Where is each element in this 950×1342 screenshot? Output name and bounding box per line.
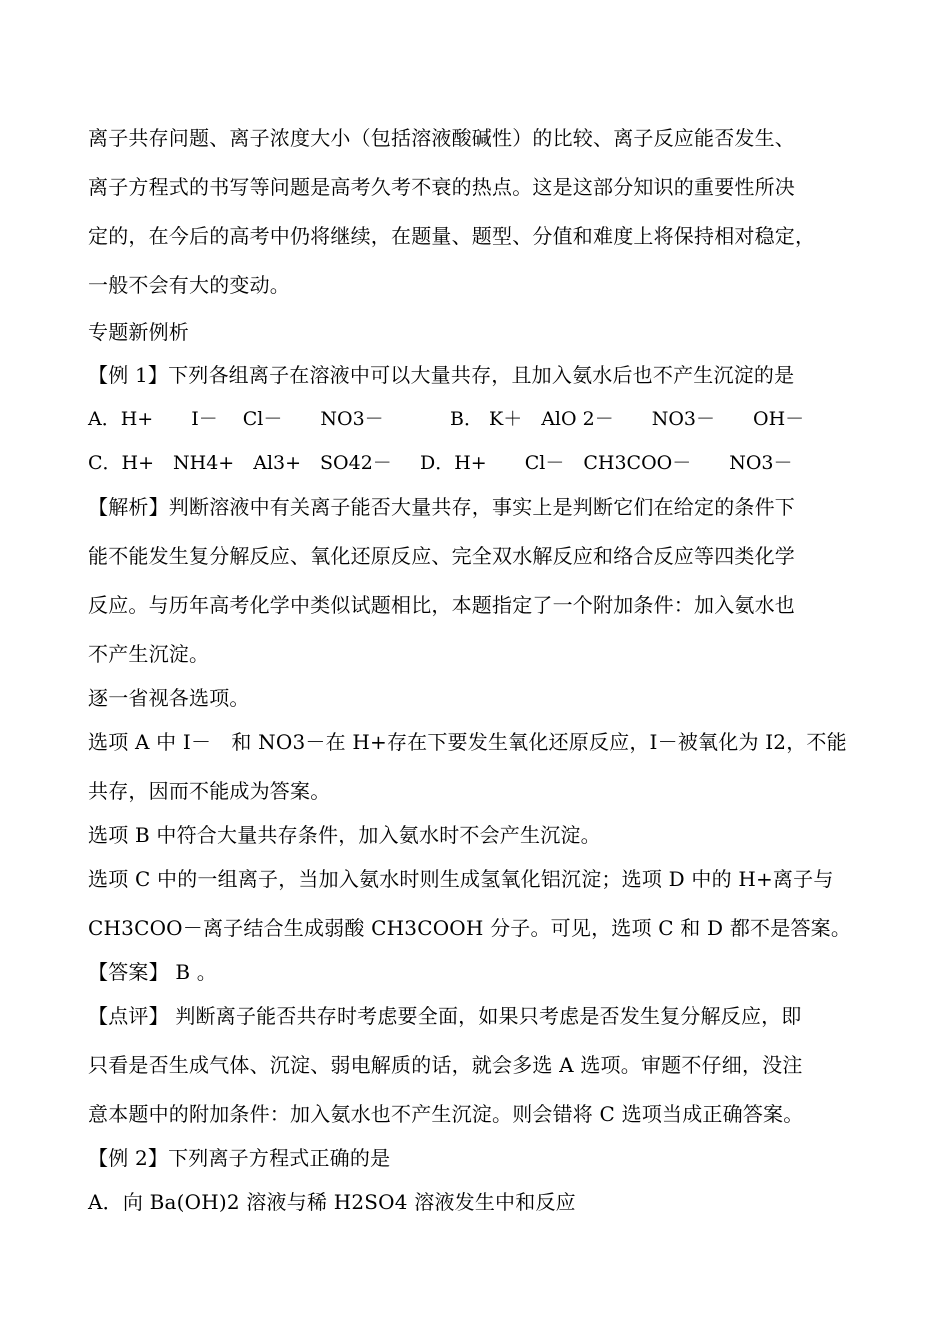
option-a-analysis-line-1: 选项 A 中 I－ 和 NO3－在 H+存在下要发生氧化还原反应，I－被氧化为 I2，不能 xyxy=(88,730,847,754)
intro-line-4: 一般不会有大的变动。 xyxy=(88,273,290,297)
analysis-line-2: 能不能发生复分解反应、氧化还原反应、完全双水解反应和络合反应等四类化学 xyxy=(88,544,795,568)
analysis-line-4: 不产生沉淀。 xyxy=(88,642,210,666)
example1-option-d: D．H+ Cl－ CH3COO－ NO3－ xyxy=(420,452,793,474)
comment-line-3: 意本题中的附加条件：加入氨水也不产生沉淀。则会错将 C 选项当成正确答案。 xyxy=(88,1102,804,1126)
analysis-line-1: 【解析】判断溶液中有关离子能否大量共存，事实上是判断它们在给定的条件下 xyxy=(88,495,795,519)
option-a-analysis-line-2: 共存，因而不能成为答案。 xyxy=(88,779,331,803)
example2-option-a: A．向 Ba(OH)2 溶液与稀 H2SO4 溶液发生中和反应 xyxy=(88,1190,576,1214)
comment-line-2: 只看是否生成气体、沉淀、弱电解质的话，就会多选 A 选项。审题不仔细，没注 xyxy=(88,1053,803,1077)
option-b-analysis: 选项 B 中符合大量共存条件，加入氨水时不会产生沉淀。 xyxy=(88,823,601,847)
example1-option-c: C．H+ NH4+ Al3+ SO42－ xyxy=(88,452,392,474)
option-cd-analysis-line-1: 选项 C 中的一组离子，当加入氨水时则生成氢氧化铝沉淀；选项 D 中的 H+离子与 xyxy=(88,867,834,891)
section-title: 专题新例析 xyxy=(88,320,189,344)
example1-option-a: A．H+ I－ Cl－ NO3－ xyxy=(88,408,384,430)
option-cd-analysis-line-2: CH3COO－离子结合生成弱酸 CH3COOH 分子。可见，选项 C 和 D 都不是答案。 xyxy=(88,916,852,940)
example2-question: 【例 2】下列离子方程式正确的是 xyxy=(88,1146,391,1170)
example1-option-b: B． K＋ AlO 2－ NO3－ OH－ xyxy=(450,408,805,430)
answer: 【答案】 B 。 xyxy=(88,960,218,984)
example1-question: 【例 1】下列各组离子在溶液中可以大量共存，且加入氨水后也不产生沉淀的是 xyxy=(88,363,795,387)
comment-line-1: 【点评】 判断离子能否共存时考虑要全面，如果只考虑是否发生复分解反应，即 xyxy=(88,1004,802,1028)
check-each-option: 逐一省视各选项。 xyxy=(88,686,250,710)
intro-line-1: 离子共存问题、离子浓度大小（包括溶液酸碱性）的比较、离子反应能否发生、 xyxy=(88,126,795,150)
analysis-line-3: 反应。与历年高考化学中类似试题相比，本题指定了一个附加条件：加入氨水也 xyxy=(88,593,795,617)
intro-line-2: 离子方程式的书写等问题是高考久考不衰的热点。这是这部分知识的重要性所决 xyxy=(88,175,795,199)
intro-line-3: 定的，在今后的高考中仍将继续，在题量、题型、分值和难度上将保持相对稳定， xyxy=(88,224,816,248)
